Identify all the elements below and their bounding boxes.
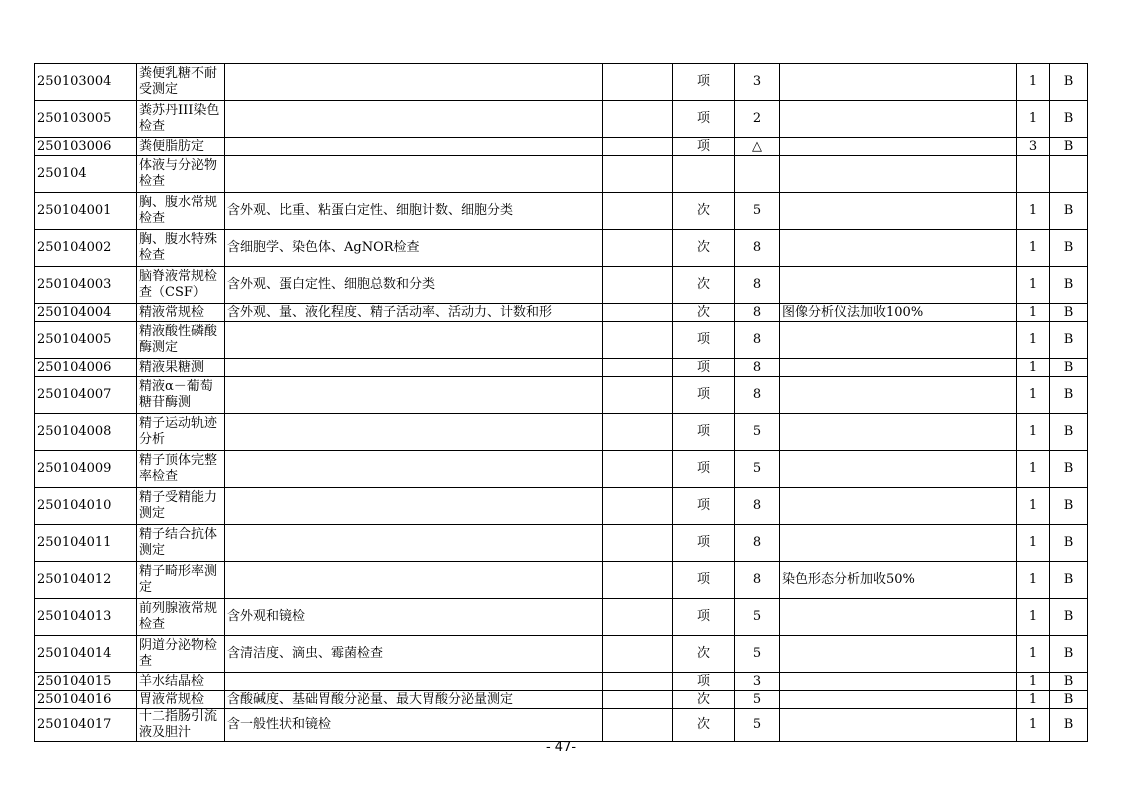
table-row	[35, 599, 1088, 636]
item-exclusion	[603, 414, 673, 451]
item-price: 3	[735, 64, 780, 101]
item-price: 8	[735, 230, 780, 267]
item-code: 250104006	[35, 359, 137, 377]
item-exclusion	[603, 267, 673, 304]
item-exclusion	[603, 525, 673, 562]
item-unit: 项	[673, 673, 735, 691]
item-price: 8	[735, 359, 780, 377]
item-unit: 项	[673, 377, 735, 414]
item-name: 精液酸性磷酸酶测定	[137, 322, 225, 359]
item-unit: 项	[673, 359, 735, 377]
item-content	[225, 488, 603, 525]
item-price: 8	[735, 488, 780, 525]
item-level: 1	[1017, 230, 1050, 267]
item-price: 8	[735, 525, 780, 562]
item-exclusion	[603, 138, 673, 156]
item-unit: 次	[673, 267, 735, 304]
item-name: 精液α－葡萄糖苷酶测	[137, 377, 225, 414]
item-class: B	[1050, 451, 1088, 488]
item-note	[780, 451, 1017, 488]
item-code: 250104016	[35, 691, 137, 709]
table-row	[35, 562, 1088, 599]
item-unit: 项	[673, 414, 735, 451]
item-note	[780, 64, 1017, 101]
item-content	[225, 451, 603, 488]
item-note	[780, 709, 1017, 742]
item-note: 图像分析仪法加收100%	[780, 304, 1017, 322]
item-unit: 项	[673, 562, 735, 599]
item-price: 5	[735, 636, 780, 673]
item-level: 1	[1017, 488, 1050, 525]
item-exclusion	[603, 673, 673, 691]
item-note	[780, 377, 1017, 414]
item-unit: 次	[673, 193, 735, 230]
item-class: B	[1050, 138, 1088, 156]
item-class: B	[1050, 101, 1088, 138]
item-content	[225, 64, 603, 101]
item-price: 8	[735, 304, 780, 322]
item-price	[735, 156, 780, 193]
fee-schedule-table	[34, 63, 1088, 742]
item-level: 1	[1017, 562, 1050, 599]
item-name: 精子运动轨迹分析	[137, 414, 225, 451]
item-name: 胸、腹水特殊检查	[137, 230, 225, 267]
item-note	[780, 322, 1017, 359]
table-row	[35, 673, 1088, 691]
item-class: B	[1050, 525, 1088, 562]
item-code: 250104011	[35, 525, 137, 562]
item-unit: 项	[673, 488, 735, 525]
item-name: 粪便脂肪定	[137, 138, 225, 156]
item-note	[780, 138, 1017, 156]
item-code: 250104009	[35, 451, 137, 488]
item-unit: 项	[673, 599, 735, 636]
item-class: B	[1050, 414, 1088, 451]
item-level: 1	[1017, 64, 1050, 101]
item-code: 250103005	[35, 101, 137, 138]
table-row	[35, 156, 1088, 193]
item-price: 5	[735, 709, 780, 742]
item-code: 250104005	[35, 322, 137, 359]
table-row	[35, 636, 1088, 673]
table-row	[35, 414, 1088, 451]
item-code: 250104014	[35, 636, 137, 673]
item-code: 250104015	[35, 673, 137, 691]
item-name: 羊水结晶检	[137, 673, 225, 691]
item-note	[780, 101, 1017, 138]
item-exclusion	[603, 322, 673, 359]
item-note	[780, 488, 1017, 525]
item-code: 250104010	[35, 488, 137, 525]
item-level: 1	[1017, 267, 1050, 304]
item-name: 精液常规检	[137, 304, 225, 322]
item-name: 脑脊液常规检查（CSF）	[137, 267, 225, 304]
item-price: 3	[735, 673, 780, 691]
item-unit	[673, 156, 735, 193]
item-class: B	[1050, 562, 1088, 599]
item-name: 精液果糖测	[137, 359, 225, 377]
item-class: B	[1050, 359, 1088, 377]
item-level: 1	[1017, 451, 1050, 488]
item-note	[780, 193, 1017, 230]
table-row	[35, 359, 1088, 377]
item-name: 精子结合抗体测定	[137, 525, 225, 562]
item-exclusion	[603, 64, 673, 101]
item-class: B	[1050, 377, 1088, 414]
item-exclusion	[603, 562, 673, 599]
item-level: 1	[1017, 709, 1050, 742]
item-class: B	[1050, 599, 1088, 636]
item-name: 粪苏丹III染色检查	[137, 101, 225, 138]
item-exclusion	[603, 156, 673, 193]
item-name: 胸、腹水常规检查	[137, 193, 225, 230]
item-content	[225, 525, 603, 562]
item-level: 1	[1017, 101, 1050, 138]
item-content	[225, 101, 603, 138]
item-name: 精子顶体完整率检查	[137, 451, 225, 488]
item-class: B	[1050, 636, 1088, 673]
item-class: B	[1050, 488, 1088, 525]
item-code: 250104008	[35, 414, 137, 451]
item-code: 250104012	[35, 562, 137, 599]
item-content	[225, 377, 603, 414]
item-class: B	[1050, 193, 1088, 230]
item-note	[780, 156, 1017, 193]
item-class: B	[1050, 322, 1088, 359]
item-exclusion	[603, 377, 673, 414]
item-content	[225, 673, 603, 691]
table-row	[35, 451, 1088, 488]
item-unit: 次	[673, 691, 735, 709]
item-name: 精子畸形率测定	[137, 562, 225, 599]
item-unit: 项	[673, 101, 735, 138]
item-content	[225, 414, 603, 451]
item-code: 250104003	[35, 267, 137, 304]
item-code: 250104002	[35, 230, 137, 267]
item-level: 3	[1017, 138, 1050, 156]
item-note	[780, 691, 1017, 709]
table-row	[35, 64, 1088, 101]
table-row	[35, 138, 1088, 156]
item-unit: 次	[673, 304, 735, 322]
item-price: 8	[735, 322, 780, 359]
item-exclusion	[603, 304, 673, 322]
item-code: 250104004	[35, 304, 137, 322]
item-content	[225, 138, 603, 156]
table-row	[35, 525, 1088, 562]
item-note	[780, 414, 1017, 451]
item-exclusion	[603, 193, 673, 230]
item-name: 胃液常规检	[137, 691, 225, 709]
item-level	[1017, 156, 1050, 193]
item-level: 1	[1017, 691, 1050, 709]
item-name: 前列腺液常规检查	[137, 599, 225, 636]
item-content: 含外观、蛋白定性、细胞总数和分类	[225, 267, 603, 304]
table-row	[35, 322, 1088, 359]
item-content: 含清洁度、滴虫、霉菌检查	[225, 636, 603, 673]
item-exclusion	[603, 488, 673, 525]
item-unit: 项	[673, 451, 735, 488]
table-row	[35, 488, 1088, 525]
item-note	[780, 673, 1017, 691]
item-level: 1	[1017, 636, 1050, 673]
item-level: 1	[1017, 525, 1050, 562]
item-name: 体液与分泌物检查	[137, 156, 225, 193]
item-unit: 次	[673, 709, 735, 742]
item-level: 1	[1017, 599, 1050, 636]
item-name: 十二指肠引流液及胆汁	[137, 709, 225, 742]
item-exclusion	[603, 359, 673, 377]
item-unit: 项	[673, 138, 735, 156]
item-level: 1	[1017, 673, 1050, 691]
item-price: 8	[735, 267, 780, 304]
item-unit: 次	[673, 636, 735, 673]
item-price: 8	[735, 562, 780, 599]
item-unit: 项	[673, 322, 735, 359]
item-content: 含外观、量、液化程度、精子活动率、活动力、计数和形	[225, 304, 603, 322]
item-code: 250104001	[35, 193, 137, 230]
item-content: 含酸碱度、基础胃酸分泌量、最大胃酸分泌量测定	[225, 691, 603, 709]
item-content: 含细胞学、染色体、AgNOR检查	[225, 230, 603, 267]
item-note	[780, 359, 1017, 377]
item-class: B	[1050, 673, 1088, 691]
item-price: 5	[735, 451, 780, 488]
item-price: 5	[735, 414, 780, 451]
item-unit: 项	[673, 64, 735, 101]
item-code: 250103006	[35, 138, 137, 156]
item-exclusion	[603, 101, 673, 138]
table-row	[35, 691, 1088, 709]
table-row	[35, 230, 1088, 267]
table-row	[35, 267, 1088, 304]
item-note: 染色形态分析加收50%	[780, 562, 1017, 599]
item-code: 250104013	[35, 599, 137, 636]
item-class: B	[1050, 267, 1088, 304]
item-level: 1	[1017, 322, 1050, 359]
item-content: 含一般性状和镜检	[225, 709, 603, 742]
item-note	[780, 599, 1017, 636]
item-unit: 次	[673, 230, 735, 267]
item-code: 250103004	[35, 64, 137, 101]
item-content: 含外观和镜检	[225, 599, 603, 636]
item-price: △	[735, 138, 780, 156]
item-price: 5	[735, 599, 780, 636]
item-price: 5	[735, 691, 780, 709]
item-name: 粪便乳糖不耐受测定	[137, 64, 225, 101]
item-exclusion	[603, 230, 673, 267]
page-number: - 47-	[545, 740, 577, 755]
item-content	[225, 359, 603, 377]
item-level: 1	[1017, 304, 1050, 322]
item-code: 250104007	[35, 377, 137, 414]
item-level: 1	[1017, 359, 1050, 377]
item-note	[780, 525, 1017, 562]
item-content	[225, 562, 603, 599]
item-price: 8	[735, 377, 780, 414]
item-level: 1	[1017, 377, 1050, 414]
item-class: B	[1050, 304, 1088, 322]
item-class: B	[1050, 230, 1088, 267]
table-row	[35, 101, 1088, 138]
item-exclusion	[603, 709, 673, 742]
table-row	[35, 304, 1088, 322]
item-name: 精子受精能力测定	[137, 488, 225, 525]
item-level: 1	[1017, 193, 1050, 230]
item-level: 1	[1017, 414, 1050, 451]
item-exclusion	[603, 599, 673, 636]
item-class: B	[1050, 709, 1088, 742]
item-note	[780, 230, 1017, 267]
item-name: 阴道分泌物检查	[137, 636, 225, 673]
item-unit: 项	[673, 525, 735, 562]
table-row	[35, 377, 1088, 414]
item-price: 5	[735, 193, 780, 230]
item-exclusion	[603, 451, 673, 488]
item-code: 250104	[35, 156, 137, 193]
item-code: 250104017	[35, 709, 137, 742]
item-price: 2	[735, 101, 780, 138]
item-class	[1050, 156, 1088, 193]
item-class: B	[1050, 64, 1088, 101]
item-content	[225, 156, 603, 193]
item-note	[780, 267, 1017, 304]
table-row	[35, 193, 1088, 230]
item-class: B	[1050, 691, 1088, 709]
item-note	[780, 636, 1017, 673]
item-content: 含外观、比重、粘蛋白定性、细胞计数、细胞分类	[225, 193, 603, 230]
item-exclusion	[603, 636, 673, 673]
item-exclusion	[603, 691, 673, 709]
item-content	[225, 322, 603, 359]
table-row	[35, 709, 1088, 742]
